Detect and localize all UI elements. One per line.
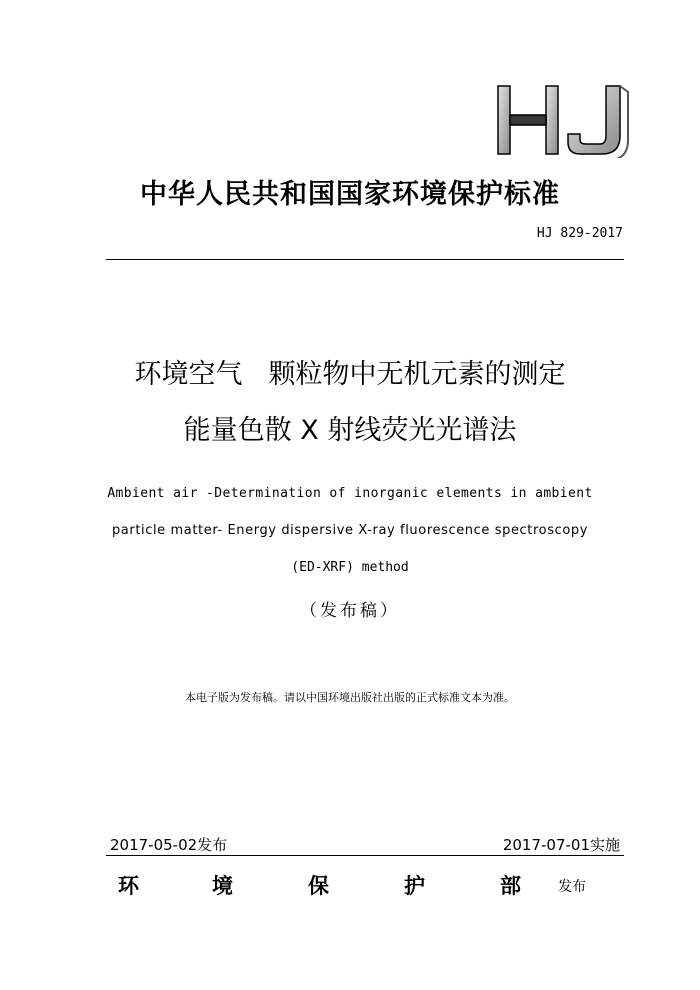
publisher-suffix: 发布 — [558, 879, 586, 895]
effective-date: 2017-07-01实施 — [502, 836, 620, 854]
title-en-line3: (ED-XRF) method — [291, 560, 409, 575]
title-cn-part1: 环境空气 — [134, 359, 243, 390]
title-cn-line1 — [0, 352, 700, 391]
publisher-char: 部 — [500, 874, 521, 898]
footer-rule — [106, 855, 624, 856]
publisher-char: 境 — [212, 874, 233, 898]
issuing-organization: 中华人民共和国国家环境保护标准 — [140, 179, 560, 210]
release-date: 2017-05-02发布 — [110, 836, 228, 854]
title-en-line1: Ambient air -Determination of inorganic elements in ambient — [107, 486, 593, 501]
title-cn-part2: 颗粒物中无机元素的测定 — [268, 359, 566, 390]
publisher-char: 保 — [308, 874, 329, 898]
edition-notice: 本电子版为发布稿。请以中国环境出版社出版的正式标准文本为准。 — [185, 691, 515, 704]
title-cn-line2: 能量色散 X 射线荧光光谱法 — [183, 415, 517, 446]
logo-text: HJ — [494, 82, 496, 83]
publisher-char: 护 — [404, 874, 425, 898]
title-en-line2: particle matter- Energy dispersive X-ray fluorescence spectroscopy — [111, 523, 589, 538]
header-rule — [106, 259, 624, 260]
draft-label: （发布稿） — [300, 601, 400, 621]
standard-number: HJ 829-2017 — [536, 226, 623, 241]
hj-logo — [494, 82, 634, 158]
publisher-char: 环 — [118, 874, 139, 898]
